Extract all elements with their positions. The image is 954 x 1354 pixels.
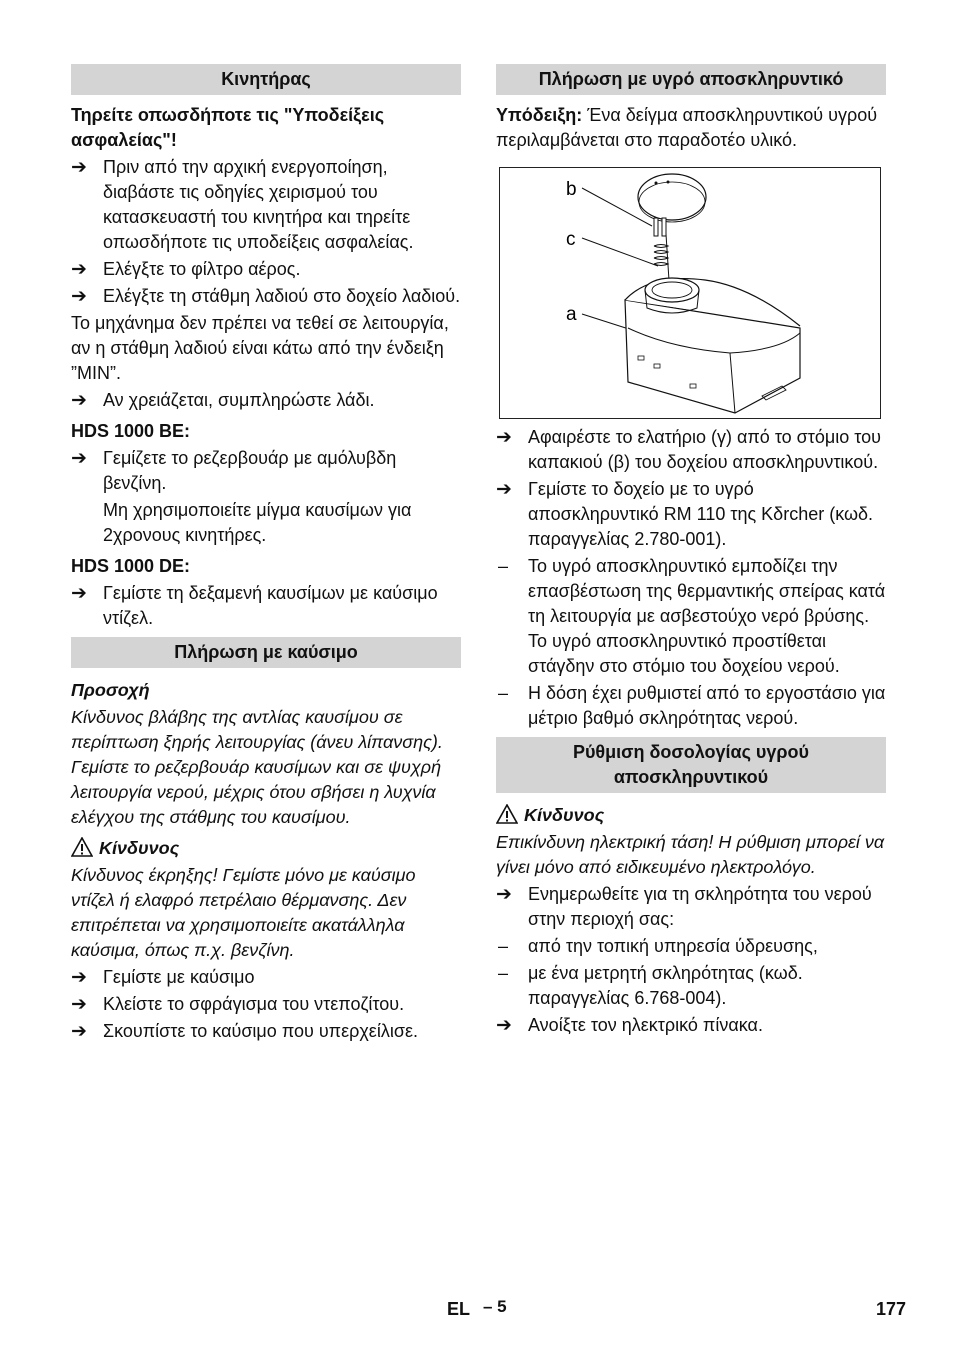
list-item: ➔ Κλείστε το σφράγισμα του ντεποζίτου. [71,994,405,1015]
model-label-be: HDS 1000 BE: [71,421,191,441]
list-item: ➔ Ελέγξτε το φίλτρο αέρος. [71,259,301,280]
footer-language: EL [447,1299,471,1319]
section-heading-softener: Πλήρωση με υγρό αποσκληρυντικό [496,64,886,95]
danger-text: Επικίνδυνη ηλεκτρική τάση! Η ρύθμιση μπορεί να γίνει μόνο από ειδικευμένο ηλεκτρολόγο. [496,832,885,877]
arrow-right-icon: ➔ [71,583,87,604]
section-heading-engine: Κινητήρας [71,64,461,95]
be-subnote: Μη χρησιμοποιείτε μίγμα καυσίμων για 2χρονους κινητήρες. [103,500,412,545]
arrow-right-icon: ➔ [496,884,512,905]
list-item: ➔ Αφαιρέστε το ελατήριο (γ) από το στόμιο του καπακιού (β) του δοχείου αποσκληρυντικού. [496,427,882,472]
page-number: 177 [876,1299,907,1319]
list-item: ➔ Γεμίστε τη δεξαμενή καυσίμων με καύσιμο ντίζελ. [71,583,438,628]
dash-marker: – [498,936,509,956]
danger-text: Κίνδυνος έκρηξης! Γεμίστε μόνο με καύσιμο ντίζελ ή ελαφρό πετρέλαιο θέρμανσης. Δεν επιτρέπεται να χρησιμοποιείτε ακατάλληλα καύσιμα, όπως π.χ. βενζίνη. [71,865,416,960]
arrow-right-icon: ➔ [71,994,87,1015]
list-item: ➔ Πριν από την αρχική ενεργοποίηση, διαβάστε τις οδηγίες χειρισμού του κατασκευαστή του κινητήρα και τηρείτε οπωσδήποτε τις υποδείξεις ασφαλείας. [71,157,414,252]
danger-heading: Κίνδυνος [496,803,886,828]
arrow-right-icon: ➔ [496,1015,512,1036]
arrow-right-icon: ➔ [71,390,87,411]
arrow-right-icon: ➔ [71,448,87,469]
danger-heading: Κίνδυνος [71,836,461,861]
arrow-right-icon: ➔ [71,286,87,307]
dash-item: – Το υγρό αποσκληρυντικό εμποδίζει την επασβέστωση της θερμαντικής σπείρας κατά τη λειτουργία με ασβεστούχο νερό βρύσης. Το υγρό αποσκληρυντικό προστίθεται στάγδην στο στόμιο του δοχείου νερού. [498,556,886,676]
softener-note: Υπόδειξη: Ένα δείγμα αποσκληρυντικού υγρού περιλαμβάνεται στο παραδοτέο υλικό. [496,105,878,150]
caution-text: Κίνδυνος βλάβης της αντλίας καυσίμου σε περίπτωση ξηρής λειτουργίας (άνευ λίπανσης). Γεμίστε το ρεζερβουάρ καυσίμων και σε ψυχρή λειτουργία νερού, μέχρις ότου σβήσει η λυχνία ελέγχου της στάθμης του καυσίμου. [71,707,443,827]
figure-label-a: a [566,304,577,325]
list-item: ➔ Ανοίξτε τον ηλεκτρικό πίνακα. [496,1015,763,1036]
list-item: ➔ Γεμίζετε το ρεζερβουάρ με αμόλυβδη βενζίνη. [71,448,397,493]
oil-note: Το μηχάνημα δεν πρέπει να τεθεί σε λειτουργία, αν η στάθμη λαδιού είναι κάτω από την ένδειξη ”MIN”. [71,313,449,383]
tank-illustration [500,168,880,418]
arrow-right-icon: ➔ [71,259,87,280]
figure-label-b: b [566,179,577,200]
footer-subpage: – 5 [483,1297,507,1316]
arrow-right-icon: ➔ [71,1021,87,1042]
list-item: ➔ Γεμίστε με καύσιμο [71,967,255,988]
arrow-right-icon: ➔ [71,157,87,178]
dash-marker: – [498,963,509,983]
dash-item: – με ένα μετρητή σκληρότητας (κωδ. παραγγελίας 6.768-004). [498,963,803,1008]
dash-marker: – [498,556,509,576]
section-heading-fuel: Πλήρωση με καύσιμο [71,637,461,668]
safety-warning: Τηρείτε οπωσδήποτε τις "Υποδείξεις ασφαλείας"! [71,105,385,150]
dash-item: – Η δόση έχει ρυθμιστεί από το εργοστάσιο για μέτριο βαθμό σκληρότητας νερού. [498,683,886,728]
arrow-right-icon: ➔ [496,479,512,500]
warning-triangle-icon [496,804,518,824]
figure-label-c: c [566,229,576,250]
caution-heading: Προσοχή [71,680,150,700]
dash-item: – από την τοπική υπηρεσία ύδρευσης, [496,934,886,959]
dash-marker: – [498,683,509,703]
arrow-right-icon: ➔ [496,427,512,448]
softener-tank-figure [499,167,881,419]
list-item: ➔ Σκουπίστε το καύσιμο που υπερχείλισε. [71,1021,418,1042]
list-item: ➔ Ελέγξτε τη στάθμη λαδιού στο δοχείο λαδιού. [71,286,461,307]
list-item: ➔ Γεμίστε το δοχείο με το υγρό αποσκληρυντικό RM 110 της Kδrcher (κωδ. παραγγελίας 2.780-001). [496,479,874,549]
model-label-de: HDS 1000 DE: [71,556,191,576]
list-item: ➔ Αν χρειάζεται, συμπληρώστε λάδι. [71,390,375,411]
arrow-right-icon: ➔ [71,967,87,988]
section-heading-dosage: Ρύθμιση δοσολογίας υγρού αποσκληρυντικού [496,737,886,793]
left-column [71,64,461,1046]
right-column [496,64,886,1040]
warning-triangle-icon [71,837,93,857]
list-item: ➔ Ενημερωθείτε για τη σκληρότητα του νερού στην περιοχή σας: [496,884,872,929]
